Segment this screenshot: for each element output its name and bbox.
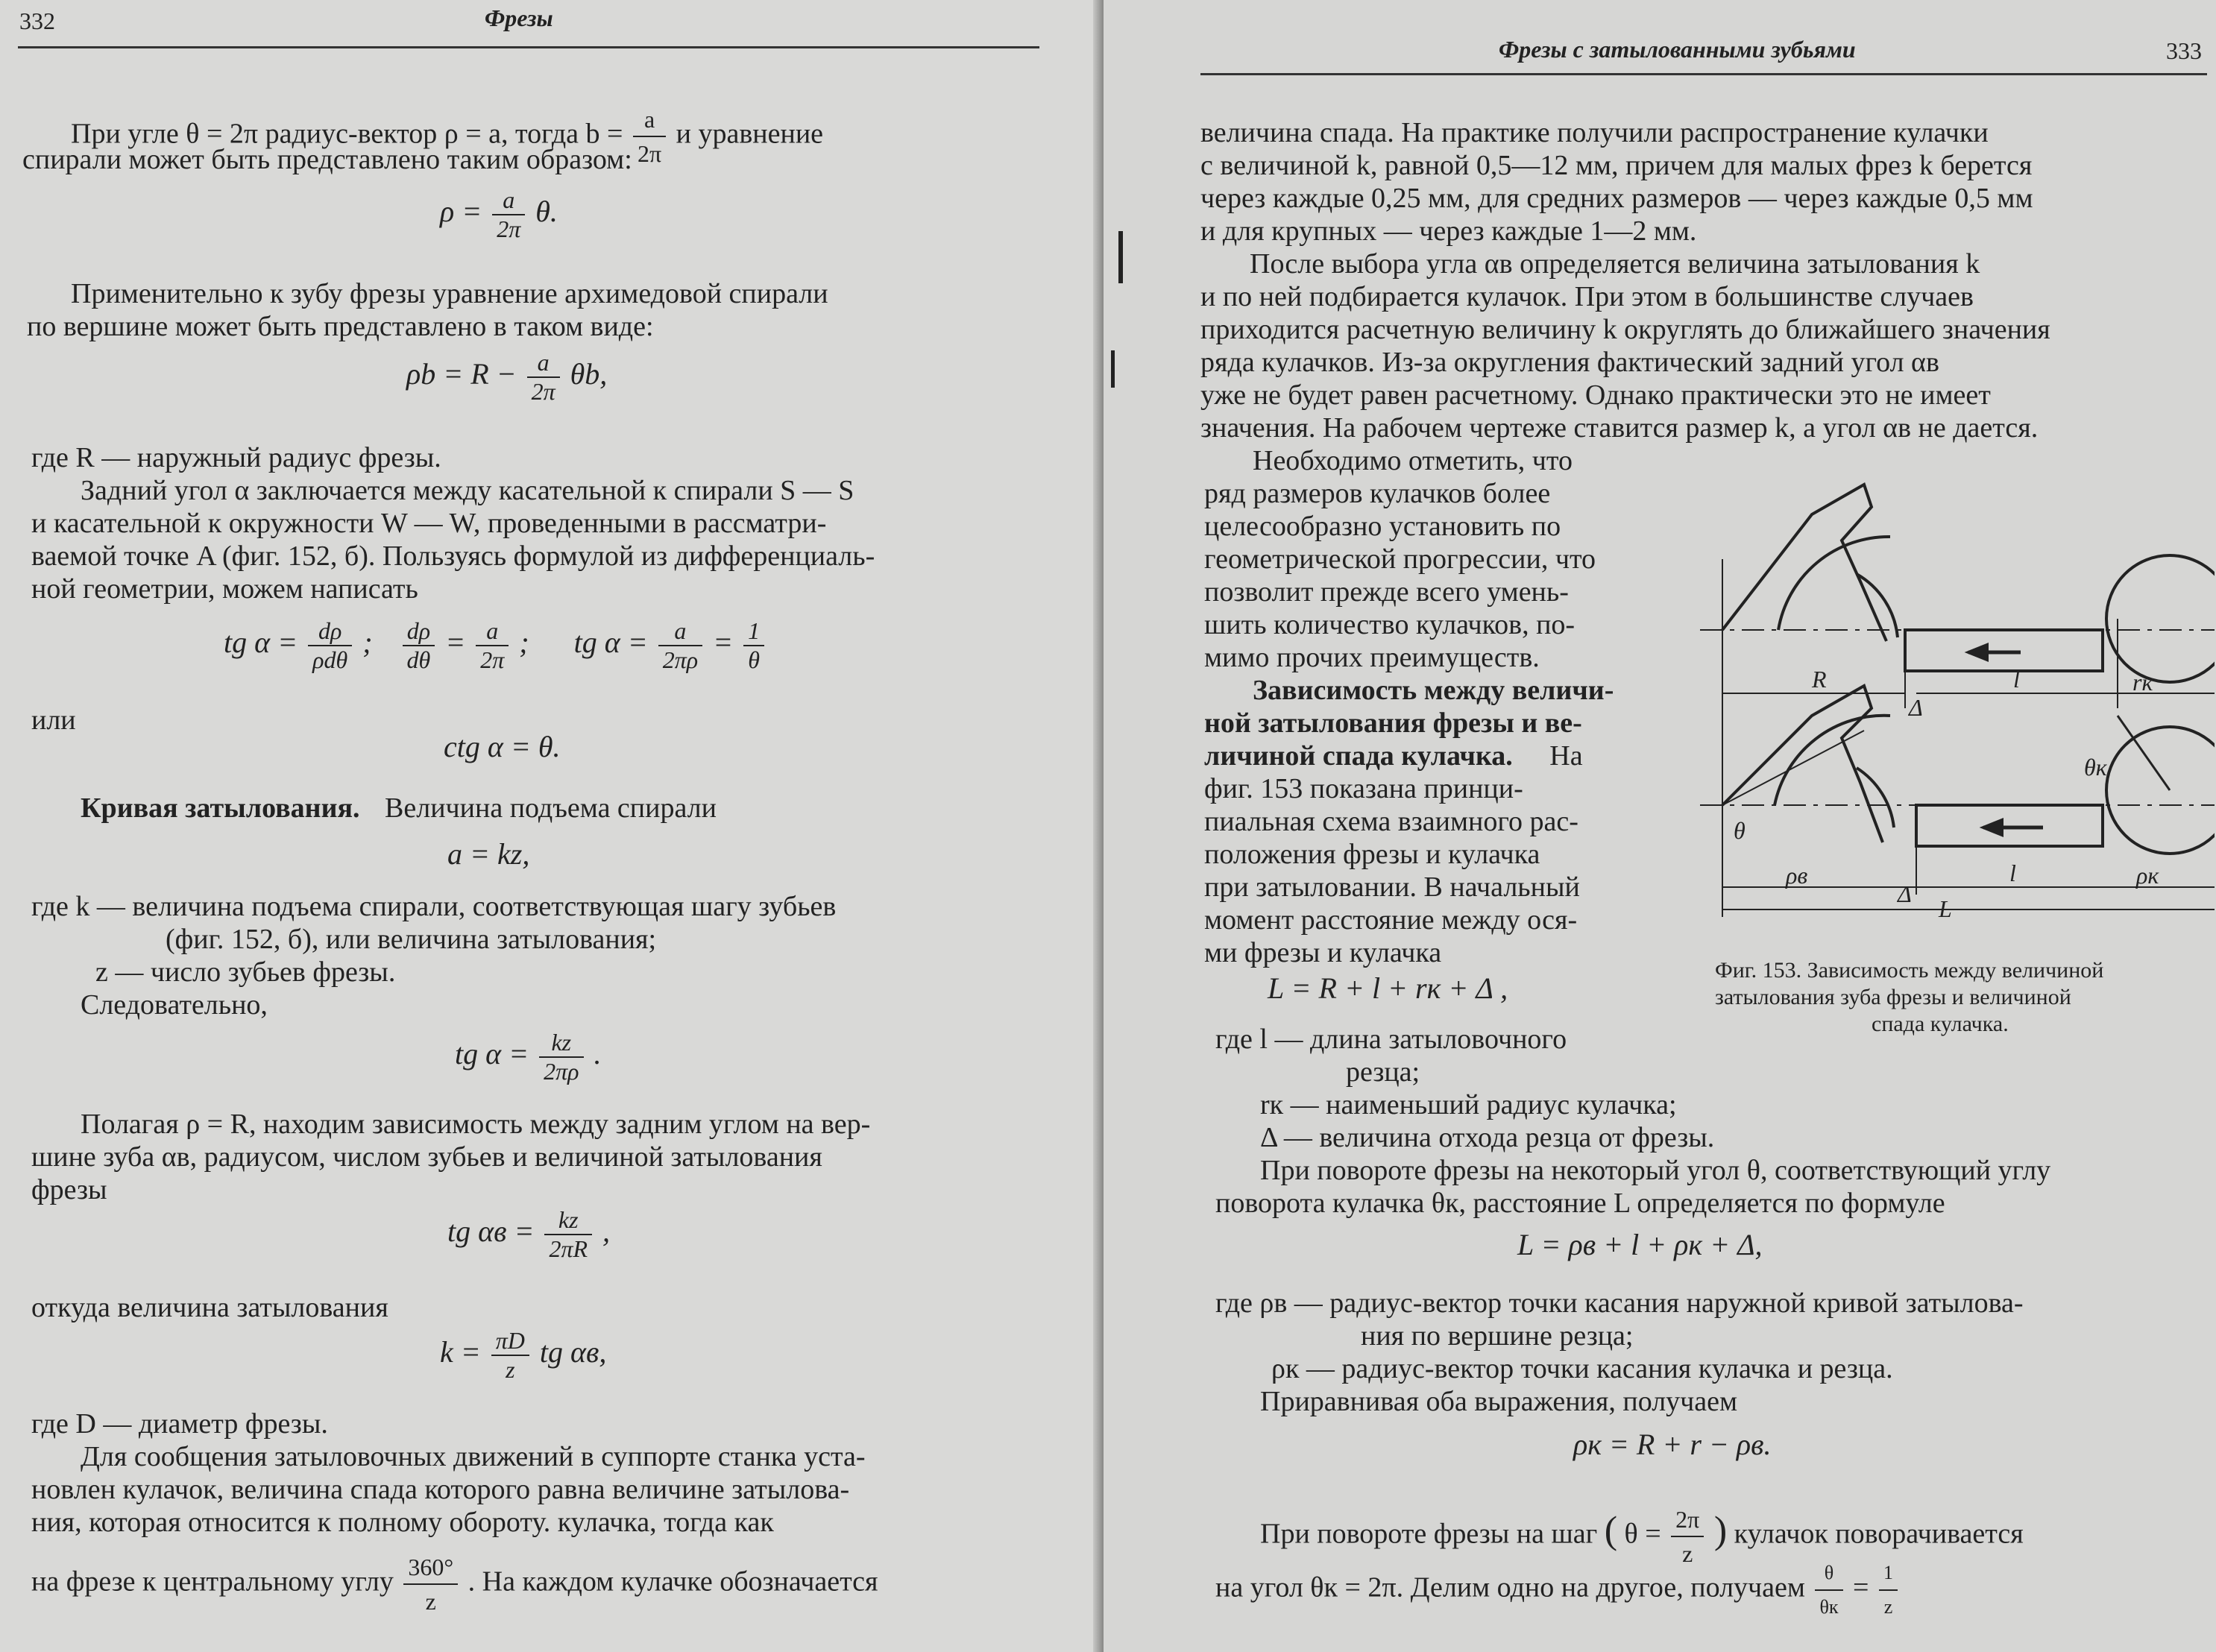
text-line: При повороте фрезы на некоторый угол θ, соответствующий углу	[1260, 1155, 2051, 1186]
running-head: Фрезы с затылованными зубьями	[1499, 36, 1856, 63]
text-line: и касательной к окружности W — W, проведенными в рассматри-	[31, 508, 827, 539]
text-line: Для сообщения затыловочных движений в суппорте станка уста-	[81, 1441, 866, 1472]
header-rule	[18, 46, 1039, 48]
page-number: 333	[2166, 37, 2202, 64]
text-line: новлен кулачок, величина спада которого равна величине затылова-	[31, 1474, 850, 1505]
text-line: через каждые 0,25 мм, для средних размеров — через каждые 0,5 мм	[1200, 183, 2033, 214]
text-line: rк — наименьший радиус кулачка;	[1260, 1089, 1677, 1120]
margin-mark	[1118, 231, 1123, 283]
text-line: приходится расчетную величину k округлять до ближайшего значения	[1200, 314, 2050, 345]
text-line: После выбора угла αв определяется величина затылования k	[1250, 248, 1980, 280]
equation: ρк = R + r − ρв.	[1573, 1428, 1772, 1461]
text-line: Применительно к зубу фрезы уравнение архимедовой спирали	[71, 278, 828, 309]
text-line: значения. На рабочем чертеже ставится размер k, а угол αв не дается.	[1200, 412, 2039, 444]
section-heading: Зависимость между величи-	[1253, 675, 1614, 706]
text-line: геометрической прогрессии, что	[1204, 543, 1596, 575]
equation: ρb = R − $\frac{a}{2\pi}$ θb,	[406, 349, 608, 405]
text-line: с величиной k, равной 0,5—12 мм, причем для малых фрез k берется	[1200, 150, 2033, 181]
text-line: где k — величина подъема спирали, соответствующая шагу зубьев	[31, 891, 837, 922]
text-line: момент расстояние между ося-	[1204, 904, 1578, 936]
text-line: z — число зубьев фрезы.	[95, 956, 396, 988]
fig-label: ρв	[1786, 862, 1808, 889]
fig-label: l	[2009, 860, 2016, 886]
equation: tg αв = $\frac{kz}{2\pi R}$ ,	[447, 1206, 611, 1262]
text-line: уже не будет равен расчетному. Однако практически это не имеет	[1200, 379, 1991, 411]
right-page: Фрезы с затылованными зубьями 333 величина спада. На практике получили распространение кулачки с величиной k, равной 0,5—12 мм, причем для малых фрез k берется через каждые 0,25 мм, для средних размеров — через каждые 0,5 мм и для крупных — через каждые 1—2 мм. После выбора угла αв определяется величина затылования k и по ней подбирается кулачок. При этом в большинстве случаев приходится расчетную величину k округлять до ближайшего значения ряда кулачков. Из-за округления фактический задний угол αв уже не будет равен расчетному. Однако практически это не имеет значения. На рабочем чертеже ставится размер k, а угол αв не дается. Необходимо отметить, что ряд размеров кулачков более целесообразно установить по геометрической прогрессии, что позволит прежде всего умень- шить количество кулачков, по- мимо прочих преимуществ. Зависимость между величи- ной затылования фрезы и ве- личиной спада кулачка. На фиг. 153 показана принци- пиальная схема взаимного рас- положения фрезы и кулачка при затыловании. В начальный момент расстояние между ося- ми фрезы и кулачка L = R + l + rк + Δ , где l — длина затыловочного резца; rк — наименьший радиус кулачка; Δ — величина отхода резца от фрезы. При повороте фрезы на некоторый угол θ, соответствующий углу поворота кулачка θк, расстояние L определяется по формуле L = ρв + l + ρк + Δ, где ρв — радиус-вектор точки касания наружной кривой затылова- ния по вершине резца; ρк — радиус-вектор точки касания кулачка и резца. Приравнивая оба выражения, получаем ρк = R + r − ρв. При повороте фрезы на шаг ( θ = $\frac{2\pi}{z}$ ) кулачок поворачивается на угол θк = 2π. Делим одно на другое, получаем $\frac{\theta}{\theta к}$ = $\frac{1}{z}$ R Δ l rк θк θ ρв Δ l ρк L Фиг. 153. Зависимость между величиной затылования зуба фрезы и величиной спада кулачка.	[1104, 0, 2216, 1652]
text-line: мимо прочих преимуществ.	[1204, 642, 1540, 673]
fig-label: rк	[2132, 669, 2153, 696]
text-line: и уравнение	[676, 118, 824, 150]
text-line: на фрезе к центральному углу	[31, 1566, 394, 1598]
text-line: по вершине может быть представлено в таком виде:	[27, 311, 654, 342]
fraction: $\frac{2\pi}{z}$	[1671, 1503, 1704, 1570]
text-line: Приравнивая оба выражения, получаем	[1260, 1386, 1738, 1417]
equation: tg α = $\frac{d\rho}{\text{ρdθ}}$ ; $\frac{d\rho}{d\theta}$ = $\frac{a}{2\pi}$ ; tg α = $\frac{a}{2\pi\rho}$ = $\frac{1}{\theta}$	[224, 617, 767, 674]
text-line: ρк — радиус-вектор точки касания кулачка и резца.	[1271, 1353, 1893, 1384]
figure-caption: Фиг. 153. Зависимость между величиной	[1715, 958, 2104, 983]
running-head: Фрезы	[485, 4, 553, 31]
text-line: При угле θ = 2π радиус-вектор ρ = a, тогда b =	[71, 118, 623, 150]
text-line: положения фрезы и кулачка	[1204, 839, 1540, 870]
text-line: и для крупных — через каждые 1—2 мм.	[1200, 215, 1697, 247]
text-line: фиг. 153 показана принци-	[1204, 773, 1523, 804]
section-heading: Кривая затылования.	[81, 792, 360, 824]
text-line: фрезы	[31, 1174, 107, 1205]
text-line: где ρв — радиус-вектор точки касания наружной кривой затылова-	[1215, 1287, 2024, 1319]
text-line: спирали может быть представлено таким образом:	[22, 144, 632, 175]
fig-label: R	[1812, 666, 1827, 693]
section-heading: личиной спада кулачка.	[1204, 740, 1513, 772]
header-rule	[1200, 73, 2207, 75]
figure-153	[1700, 470, 2215, 932]
equation: L = R + l + rк + Δ ,	[1268, 971, 1508, 1005]
text-line: откуда величина затылования	[31, 1292, 388, 1323]
text-line: ряда кулачков. Из-за округления фактический задний угол αв	[1200, 347, 1939, 378]
left-page	[0, 0, 1100, 1652]
fraction: $\frac{\theta}{\theta к}$	[1815, 1557, 1842, 1624]
text-line: (фиг. 152, б), или величина затылования;	[166, 924, 657, 955]
text-line: Следовательно,	[81, 989, 268, 1021]
text-line: величина спада. На практике получили распространение кулачки	[1200, 117, 1989, 148]
equation: k = $\frac{\pi D}{z}$ tg αв,	[440, 1327, 607, 1383]
text-line: кулачок поворачивается	[1734, 1518, 2024, 1550]
text-line: или	[31, 704, 76, 736]
text-line: резца;	[1346, 1056, 1420, 1088]
fig-label: L	[1939, 895, 1952, 922]
text-line: при затыловании. В начальный	[1204, 871, 1580, 903]
fraction: $\frac{1}{z}$	[1879, 1557, 1898, 1624]
text-line: Необходимо отметить, что	[1253, 445, 1573, 476]
equation: tg α = $\frac{kz}{2\pi\rho}$ .	[455, 1029, 602, 1085]
text-line: где R — наружный радиус фрезы.	[31, 442, 441, 473]
text-line: Задний угол α заключается между касательной к спирали S — S	[81, 475, 854, 506]
fig-label: l	[2013, 666, 2020, 693]
fraction: $\frac{a}{2\pi}$	[633, 103, 666, 170]
text-line: ной геометрии, можем написать	[31, 573, 418, 605]
text-line: шить количество кулачков, по-	[1204, 609, 1576, 640]
equation: L = ρв + l + ρк + Δ,	[1517, 1228, 1763, 1261]
margin-mark	[1111, 350, 1115, 388]
text-line: ния по вершине резца;	[1361, 1320, 1634, 1352]
text-line: целесообразно установить по	[1204, 511, 1561, 542]
figure-caption: затылования зуба фрезы и величиной	[1715, 985, 2071, 1009]
text-line: ряд размеров кулачков более	[1204, 478, 1551, 509]
text-line: Полагая ρ = R, находим зависимость между задним углом на вер-	[81, 1109, 871, 1140]
text-line: ния, которая относится к полному обороту. кулачка, тогда как	[31, 1507, 774, 1538]
fig-label: ρк	[2136, 862, 2159, 889]
section-heading: ной затылования фрезы и ве-	[1204, 707, 1582, 739]
text-line: поворота кулачка θк, расстояние L определяется по формуле	[1215, 1188, 1945, 1219]
text-line: При повороте фрезы на шаг	[1260, 1518, 1598, 1550]
fig-label: Δ	[1898, 880, 1912, 907]
equation: a = kz,	[447, 837, 530, 871]
text-line: пиальная схема взаимного рас-	[1204, 806, 1578, 837]
text-line: . На каждом кулачке обозначается	[468, 1566, 878, 1598]
fig-label: θ	[1734, 817, 1746, 844]
text-line: На	[1549, 740, 1583, 772]
text-line: ваемой точке A (фиг. 152, б). Пользуясь формулой из дифференциаль-	[31, 540, 875, 572]
text-line: Величина подъема спирали	[385, 792, 717, 824]
text-line: Δ — величина отхода резца от фрезы.	[1260, 1122, 1715, 1153]
equation: ctg α = θ.	[444, 730, 561, 763]
fig-label: Δ	[1909, 694, 1923, 721]
text-line: и по ней подбирается кулачок. При этом в большинстве случаев	[1200, 281, 1974, 312]
text-line: ми фрезы и кулачка	[1204, 937, 1442, 968]
fig-label: θк	[2084, 754, 2107, 781]
page-number: 332	[19, 7, 55, 34]
text-line: позволит прежде всего умень-	[1204, 576, 1569, 608]
fraction: $\frac{360^\circ}{z}$	[403, 1551, 458, 1618]
text-line: шине зуба αв, радиусом, числом зубьев и величиной затылования	[31, 1141, 822, 1173]
text-line: на угол θк = 2π. Делим одно на другое, получаем	[1215, 1571, 1805, 1604]
text-line: где D — диаметр фрезы.	[31, 1408, 328, 1440]
equation: ρ = $\frac{a}{2\pi}$ θ.	[440, 186, 558, 242]
figure-caption: спада кулачка.	[1872, 1012, 2009, 1036]
text-line: где l — длина затыловочного	[1215, 1024, 1567, 1055]
